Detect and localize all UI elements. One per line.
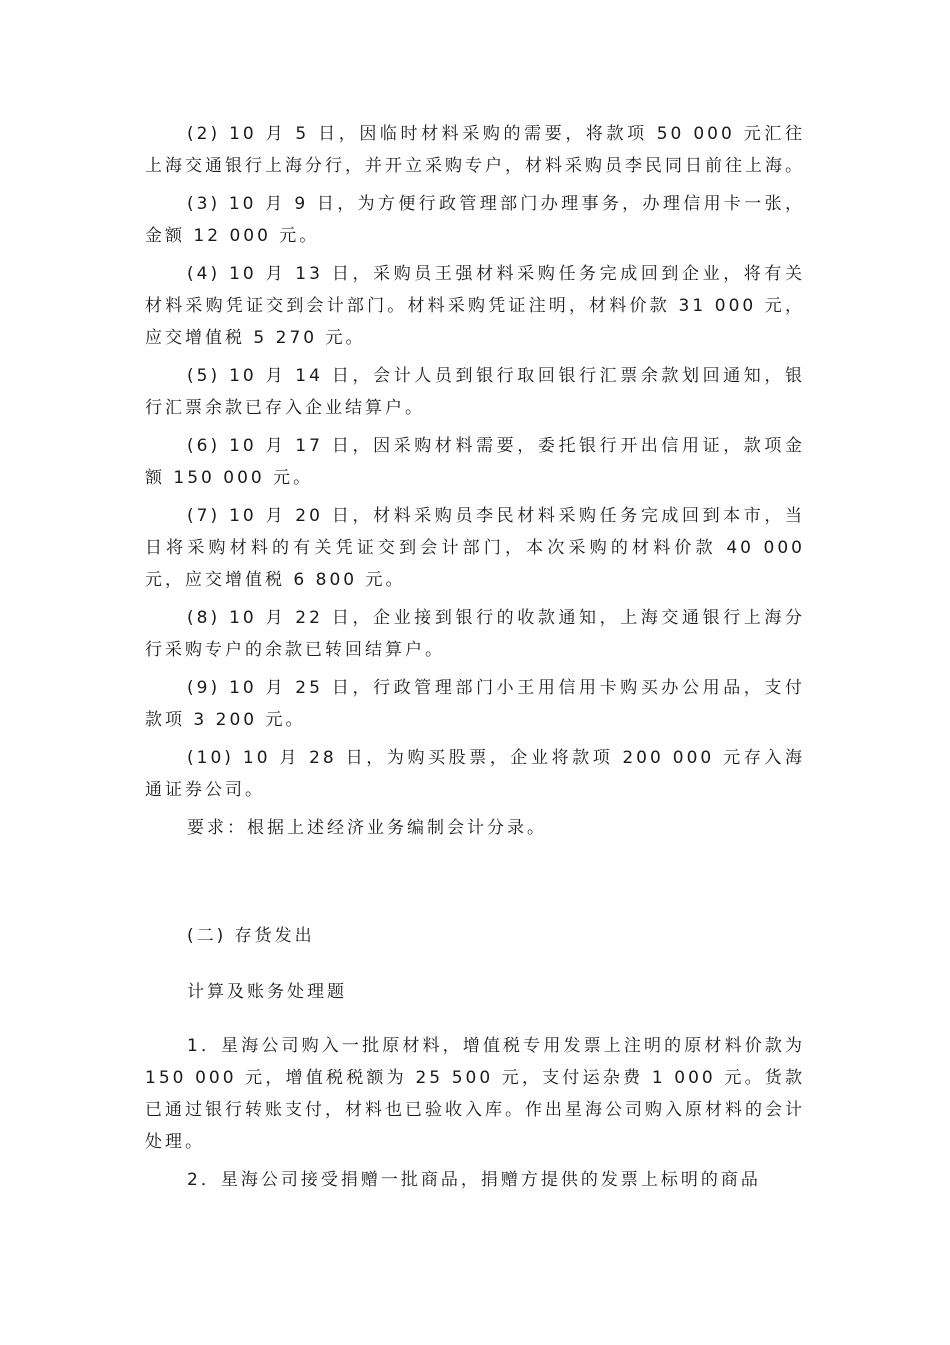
requirement-text: 要求：根据上述经济业务编制会计分录。 xyxy=(187,818,547,838)
transaction-item-8: (8) 10 月 22 日，企业接到银行的收款通知，上海交通银行上海分行采购专户的余款已转回结算户。 xyxy=(145,608,805,660)
spacer xyxy=(145,1008,805,1030)
transaction-item-6: (6) 10 月 17 日，因采购材料需要，委托银行开出信用证，款项金额 150 000 元。 xyxy=(145,436,805,488)
transaction-item-10: (10) 10 月 28 日，为购买股票，企业将款项 200 000 元存入海通证券公司。 xyxy=(145,748,805,800)
spacer xyxy=(145,850,805,920)
problem-1: 1．星海公司购入一批原材料，增值税专用发票上注明的原材料价款为 150 000 元，增值税税额为 25 500 元，支付运杂费 1 000 元。货款已通过银行转账支付，材料也已验收入库。作出星海公司购入原材料的会计处理。 xyxy=(145,1036,805,1152)
transaction-item-4: (4) 10 月 13 日，采购员王强材料采购任务完成回到企业，将有关材料采购凭证交到会计部门。材料采购凭证注明，材料价款 31 000 元，应交增值税 5 270 元。 xyxy=(145,264,805,348)
transaction-item-3: (3) 10 月 9 日，为方便行政管理部门办理事务，办理信用卡一张，金额 12 000 元。 xyxy=(145,194,805,246)
document-page xyxy=(145,118,805,1202)
section-subtitle: 计算及账务处理题 xyxy=(187,982,347,1002)
transaction-item-9: (9) 10 月 25 日，行政管理部门小王用信用卡购买办公用品，支付款项 3 200 元。 xyxy=(145,678,805,730)
transaction-item-5: (5) 10 月 14 日，会计人员到银行取回银行汇票余款划回通知，银行汇票余款已存入企业结算户。 xyxy=(145,366,805,418)
problem-2: 2．星海公司接受捐赠一批商品，捐赠方提供的发票上标明的商品 xyxy=(187,1170,761,1190)
section-title: (二) 存货发出 xyxy=(187,926,315,946)
spacer xyxy=(145,952,805,976)
transaction-item-7: (7) 10 月 20 日，材料采购员李民材料采购任务完成回到本市，当日将采购材料的有关凭证交到会计部门，本次采购的材料价款 40 000 元，应交增值税 6 800 元。 xyxy=(145,506,805,590)
transaction-item-2: (2) 10 月 5 日，因临时材料采购的需要，将款项 50 000 元汇往上海交通银行上海分行，并开立采购专户，材料采购员李民同日前往上海。 xyxy=(145,124,805,176)
